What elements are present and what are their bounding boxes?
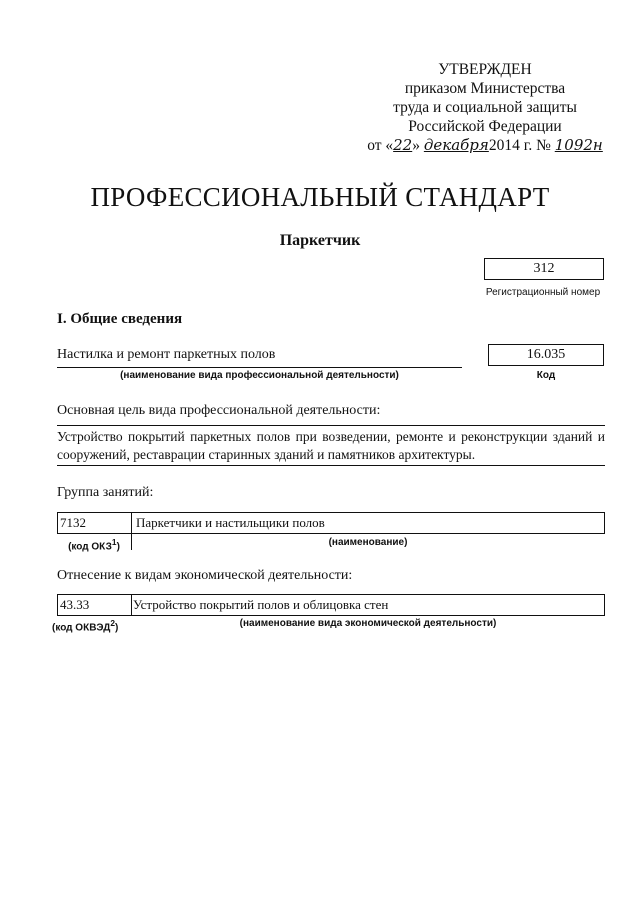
code-box — [488, 344, 604, 366]
approval-line-4: Российской Федерации — [408, 118, 562, 135]
econ-divider — [131, 594, 132, 616]
document-subtitle: Паркетчик — [279, 232, 361, 249]
econ-label: Отнесение к видам экономической деятельности: — [57, 568, 353, 583]
group-name-caption: (наименование) — [328, 537, 408, 548]
approval-line-1: УТВЕРЖДЕН — [438, 61, 532, 78]
group-row — [57, 512, 605, 534]
date-month: декабря — [423, 136, 489, 154]
econ-code: 43.33 — [60, 597, 90, 612]
approval-line-2: приказом Министерства — [404, 80, 566, 97]
goal-bottom-line — [57, 465, 605, 466]
goal-text: Устройство покрытий паркетных полов при возведении, ремонте и реконструкции зданий и сооружений, реставрации старинных зданий и памятников архитектуры. — [57, 429, 605, 462]
approval-line-3: труда и социальной защиты — [393, 99, 577, 116]
code-value: 16.035 — [526, 347, 566, 362]
approval-date-line — [360, 136, 610, 155]
goal-label: Основная цель вида профессиональной деятельности: — [57, 403, 381, 418]
group-code-caption: (код ОКЗ$^1$) — [68, 537, 120, 553]
date-sep: » — [412, 137, 420, 154]
group-code: 7132 — [60, 515, 86, 530]
registration-label: Регистрационный номер — [485, 287, 601, 298]
goal-top-line — [57, 425, 605, 426]
group-code-sup: 1 — [111, 537, 117, 547]
date-day: 22 — [393, 136, 413, 154]
approval-block — [360, 60, 610, 155]
section-heading: I. Общие сведения — [57, 311, 183, 327]
registration-number-box — [484, 258, 604, 280]
group-label: Группа занятий: — [57, 485, 154, 500]
date-prefix: от « — [367, 137, 394, 154]
econ-name-caption: (наименование вида экономической деятельности) — [239, 618, 497, 629]
activity-underline — [57, 367, 462, 368]
document-title: ПРОФЕССИОНАЛЬНЫЙ СТАНДАРТ — [90, 182, 550, 212]
group-name: Паркетчики и настильщики полов — [136, 515, 325, 530]
activity-name: Настилка и ремонт паркетных полов — [57, 347, 276, 362]
date-year: 2014 г. № — [488, 137, 551, 154]
order-number: 1092н — [554, 136, 603, 154]
code-caption: Код — [536, 370, 556, 381]
activity-caption: (наименование вида профессиональной деятельности) — [120, 370, 399, 381]
econ-name: Устройство покрытий полов и облицовка стен — [133, 597, 389, 612]
econ-row — [57, 594, 605, 616]
registration-number: 312 — [533, 261, 555, 276]
econ-code-sup: 2 — [110, 618, 116, 628]
econ-code-caption: (код ОКВЭД$^2$) — [52, 618, 119, 634]
